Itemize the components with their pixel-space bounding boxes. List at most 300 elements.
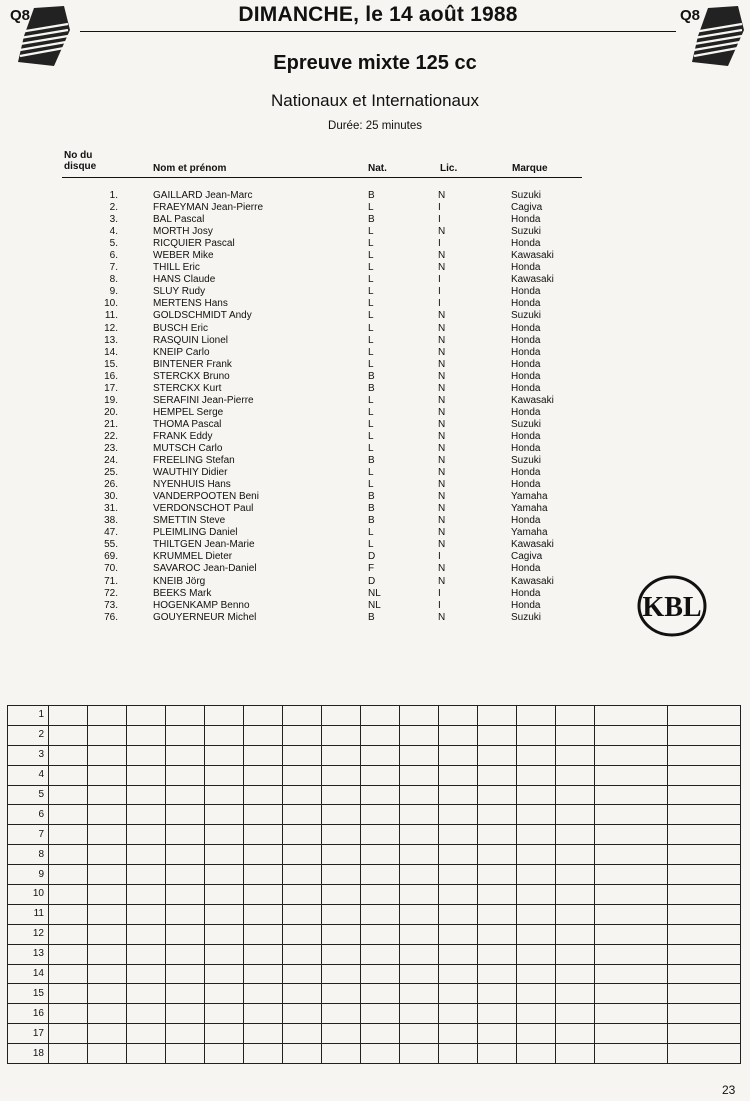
- grid-row: [8, 805, 741, 825]
- grid-cell[interactable]: [361, 785, 400, 805]
- grid-cell[interactable]: [49, 845, 88, 865]
- grid-cell[interactable]: [244, 1024, 283, 1044]
- grid-cell[interactable]: [439, 964, 478, 984]
- grid-cell[interactable]: [88, 1024, 127, 1044]
- grid-cell[interactable]: [322, 1004, 361, 1024]
- grid-cell[interactable]: [322, 745, 361, 765]
- grid-cell[interactable]: [517, 845, 556, 865]
- grid-cell[interactable]: [668, 785, 741, 805]
- grid-cell[interactable]: [478, 885, 517, 905]
- grid-cell[interactable]: [556, 964, 595, 984]
- grid-cell[interactable]: [205, 706, 244, 726]
- grid-cell[interactable]: [49, 984, 88, 1004]
- grid-cell[interactable]: [439, 944, 478, 964]
- grid-cell[interactable]: [166, 865, 205, 885]
- grid-cell[interactable]: [439, 805, 478, 825]
- grid-cell[interactable]: [517, 1004, 556, 1024]
- grid-cell[interactable]: [556, 885, 595, 905]
- grid-row-number: 3: [8, 745, 49, 765]
- grid-cell[interactable]: [595, 725, 668, 745]
- grid-cell[interactable]: [283, 1024, 322, 1044]
- grid-cell[interactable]: [668, 984, 741, 1004]
- grid-cell[interactable]: [88, 745, 127, 765]
- grid-cell[interactable]: [166, 745, 205, 765]
- grid-cell[interactable]: [668, 765, 741, 785]
- rider-name: MUTSCH Carlo: [153, 442, 223, 454]
- grid-cell[interactable]: [517, 984, 556, 1004]
- grid-cell[interactable]: [517, 865, 556, 885]
- rider-nationality: NL: [368, 599, 381, 611]
- grid-cell[interactable]: [668, 1044, 741, 1064]
- grid-cell[interactable]: [439, 785, 478, 805]
- grid-cell[interactable]: [595, 765, 668, 785]
- grid-cell[interactable]: [400, 904, 439, 924]
- grid-cell[interactable]: [668, 1024, 741, 1044]
- grid-cell[interactable]: [166, 1004, 205, 1024]
- grid-cell[interactable]: [127, 745, 166, 765]
- grid-cell[interactable]: [556, 785, 595, 805]
- grid-cell[interactable]: [244, 964, 283, 984]
- grid-cell[interactable]: [49, 725, 88, 745]
- grid-cell[interactable]: [556, 725, 595, 745]
- grid-cell[interactable]: [127, 825, 166, 845]
- grid-cell[interactable]: [556, 805, 595, 825]
- grid-cell[interactable]: [478, 984, 517, 1004]
- grid-cell[interactable]: [595, 1044, 668, 1064]
- grid-cell[interactable]: [244, 904, 283, 924]
- grid-cell[interactable]: [127, 885, 166, 905]
- grid-cell[interactable]: [283, 785, 322, 805]
- grid-cell[interactable]: [49, 1024, 88, 1044]
- grid-cell[interactable]: [439, 725, 478, 745]
- grid-cell[interactable]: [166, 984, 205, 1004]
- grid-cell[interactable]: [127, 725, 166, 745]
- grid-cell[interactable]: [205, 745, 244, 765]
- grid-cell[interactable]: [322, 785, 361, 805]
- grid-cell[interactable]: [322, 1024, 361, 1044]
- grid-cell[interactable]: [283, 725, 322, 745]
- grid-cell[interactable]: [127, 1024, 166, 1044]
- grid-row: [8, 765, 741, 785]
- grid-cell[interactable]: [478, 845, 517, 865]
- grid-cell[interactable]: [668, 865, 741, 885]
- grid-cell[interactable]: [400, 706, 439, 726]
- grid-cell[interactable]: [283, 944, 322, 964]
- grid-cell[interactable]: [244, 1004, 283, 1024]
- grid-cell[interactable]: [556, 706, 595, 726]
- grid-cell[interactable]: [400, 1044, 439, 1064]
- grid-cell[interactable]: [49, 885, 88, 905]
- grid-cell[interactable]: [166, 924, 205, 944]
- grid-cell[interactable]: [283, 904, 322, 924]
- grid-cell[interactable]: [244, 745, 283, 765]
- grid-cell[interactable]: [361, 1024, 400, 1044]
- grid-cell[interactable]: [322, 845, 361, 865]
- grid-cell[interactable]: [283, 964, 322, 984]
- grid-cell[interactable]: [361, 1044, 400, 1064]
- grid-cell[interactable]: [322, 805, 361, 825]
- grid-cell[interactable]: [127, 865, 166, 885]
- grid-cell[interactable]: [127, 805, 166, 825]
- grid-cell[interactable]: [400, 964, 439, 984]
- grid-cell[interactable]: [244, 725, 283, 745]
- grid-cell[interactable]: [205, 885, 244, 905]
- grid-cell[interactable]: [478, 805, 517, 825]
- grid-cell[interactable]: [127, 845, 166, 865]
- grid-cell[interactable]: [439, 1024, 478, 1044]
- grid-cell[interactable]: [322, 924, 361, 944]
- grid-cell[interactable]: [205, 725, 244, 745]
- grid-cell[interactable]: [244, 984, 283, 1004]
- grid-cell[interactable]: [400, 725, 439, 745]
- grid-cell[interactable]: [205, 825, 244, 845]
- grid-cell[interactable]: [439, 865, 478, 885]
- grid-cell[interactable]: [556, 924, 595, 944]
- grid-cell[interactable]: [517, 805, 556, 825]
- grid-cell[interactable]: [283, 706, 322, 726]
- grid-cell[interactable]: [49, 944, 88, 964]
- grid-cell[interactable]: [49, 1044, 88, 1064]
- grid-cell[interactable]: [205, 1044, 244, 1064]
- grid-cell[interactable]: [205, 865, 244, 885]
- grid-cell[interactable]: [127, 765, 166, 785]
- grid-cell[interactable]: [283, 765, 322, 785]
- grid-cell[interactable]: [595, 865, 668, 885]
- grid-cell[interactable]: [205, 984, 244, 1004]
- rider-licence: N: [438, 190, 446, 201]
- grid-cell[interactable]: [88, 865, 127, 885]
- grid-row: [8, 785, 741, 805]
- grid-cell[interactable]: [517, 944, 556, 964]
- grid-cell[interactable]: [478, 1004, 517, 1024]
- grid-cell[interactable]: [556, 904, 595, 924]
- grid-cell[interactable]: [595, 904, 668, 924]
- grid-cell[interactable]: [595, 924, 668, 944]
- grid-cell[interactable]: [361, 765, 400, 785]
- grid-cell[interactable]: [439, 745, 478, 765]
- grid-cell[interactable]: [88, 805, 127, 825]
- grid-cell[interactable]: [595, 785, 668, 805]
- grid-cell[interactable]: [244, 924, 283, 944]
- grid-cell[interactable]: [88, 765, 127, 785]
- grid-cell[interactable]: [668, 725, 741, 745]
- grid-cell[interactable]: [127, 964, 166, 984]
- grid-cell[interactable]: [166, 785, 205, 805]
- grid-cell[interactable]: [517, 964, 556, 984]
- grid-cell[interactable]: [556, 1004, 595, 1024]
- grid-cell[interactable]: [668, 885, 741, 905]
- grid-cell[interactable]: [49, 706, 88, 726]
- grid-cell[interactable]: [283, 805, 322, 825]
- rider-nationality: L: [368, 262, 374, 274]
- grid-cell[interactable]: [88, 706, 127, 726]
- grid-cell[interactable]: [361, 805, 400, 825]
- grid-cell[interactable]: [400, 885, 439, 905]
- grid-cell[interactable]: [361, 924, 400, 944]
- grid-cell[interactable]: [517, 1044, 556, 1064]
- grid-cell[interactable]: [88, 964, 127, 984]
- grid-cell[interactable]: [400, 865, 439, 885]
- grid-cell[interactable]: [49, 924, 88, 944]
- grid-cell[interactable]: [439, 904, 478, 924]
- grid-cell[interactable]: [127, 1004, 166, 1024]
- grid-cell[interactable]: [88, 944, 127, 964]
- grid-cell[interactable]: [127, 706, 166, 726]
- grid-cell[interactable]: [361, 706, 400, 726]
- grid-cell[interactable]: [244, 885, 283, 905]
- grid-cell[interactable]: [166, 1044, 205, 1064]
- grid-cell[interactable]: [322, 825, 361, 845]
- grid-cell[interactable]: [668, 745, 741, 765]
- grid-cell[interactable]: [439, 706, 478, 726]
- grid-cell[interactable]: [205, 765, 244, 785]
- grid-cell[interactable]: [478, 1044, 517, 1064]
- grid-cell[interactable]: [556, 845, 595, 865]
- grid-cell[interactable]: [595, 984, 668, 1004]
- grid-cell[interactable]: [88, 904, 127, 924]
- grid-cell[interactable]: [49, 904, 88, 924]
- grid-cell[interactable]: [322, 725, 361, 745]
- grid-cell[interactable]: [400, 924, 439, 944]
- grid-cell[interactable]: [244, 944, 283, 964]
- grid-cell[interactable]: [322, 964, 361, 984]
- grid-cell[interactable]: [88, 825, 127, 845]
- grid-cell[interactable]: [517, 765, 556, 785]
- grid-cell[interactable]: [322, 984, 361, 1004]
- grid-cell[interactable]: [322, 765, 361, 785]
- grid-cell[interactable]: [244, 765, 283, 785]
- grid-cell[interactable]: [668, 904, 741, 924]
- grid-cell[interactable]: [361, 725, 400, 745]
- grid-cell[interactable]: [361, 845, 400, 865]
- grid-cell[interactable]: [517, 785, 556, 805]
- grid-cell[interactable]: [439, 885, 478, 905]
- grid-cell[interactable]: [361, 944, 400, 964]
- grid-cell[interactable]: [166, 825, 205, 845]
- grid-cell[interactable]: [205, 1024, 244, 1044]
- grid-cell[interactable]: [322, 885, 361, 905]
- grid-cell[interactable]: [517, 1024, 556, 1044]
- grid-cell[interactable]: [595, 706, 668, 726]
- grid-cell[interactable]: [439, 1004, 478, 1024]
- grid-cell[interactable]: [668, 825, 741, 845]
- grid-cell[interactable]: [244, 825, 283, 845]
- grid-cell[interactable]: [517, 706, 556, 726]
- grid-cell[interactable]: [400, 805, 439, 825]
- grid-cell[interactable]: [205, 924, 244, 944]
- grid-cell[interactable]: [517, 885, 556, 905]
- grid-cell[interactable]: [556, 765, 595, 785]
- grid-cell[interactable]: [361, 984, 400, 1004]
- grid-cell[interactable]: [361, 825, 400, 845]
- grid-cell[interactable]: [595, 805, 668, 825]
- grid-cell[interactable]: [517, 745, 556, 765]
- grid-cell[interactable]: [166, 944, 205, 964]
- grid-cell[interactable]: [205, 845, 244, 865]
- grid-cell[interactable]: [400, 765, 439, 785]
- grid-cell[interactable]: [283, 825, 322, 845]
- grid-cell[interactable]: [166, 706, 205, 726]
- grid-cell[interactable]: [244, 845, 283, 865]
- grid-cell[interactable]: [517, 904, 556, 924]
- grid-cell[interactable]: [361, 1004, 400, 1024]
- grid-cell[interactable]: [595, 745, 668, 765]
- grid-cell[interactable]: [478, 904, 517, 924]
- grid-cell[interactable]: [400, 984, 439, 1004]
- grid-cell[interactable]: [283, 885, 322, 905]
- grid-cell[interactable]: [322, 706, 361, 726]
- grid-cell[interactable]: [49, 785, 88, 805]
- grid-cell[interactable]: [400, 944, 439, 964]
- grid-cell[interactable]: [283, 924, 322, 944]
- grid-cell[interactable]: [361, 865, 400, 885]
- grid-cell[interactable]: [556, 865, 595, 885]
- grid-cell[interactable]: [88, 1044, 127, 1064]
- grid-cell[interactable]: [166, 845, 205, 865]
- grid-cell[interactable]: [88, 845, 127, 865]
- column-header-disc: [64, 150, 114, 172]
- grid-cell[interactable]: [439, 924, 478, 944]
- grid-cell[interactable]: [400, 1004, 439, 1024]
- grid-cell[interactable]: [322, 1044, 361, 1064]
- grid-cell[interactable]: [400, 745, 439, 765]
- grid-cell[interactable]: [88, 1004, 127, 1024]
- grid-cell[interactable]: [127, 904, 166, 924]
- grid-cell[interactable]: [49, 1004, 88, 1024]
- grid-cell[interactable]: [88, 725, 127, 745]
- grid-cell[interactable]: [205, 1004, 244, 1024]
- grid-cell[interactable]: [283, 865, 322, 885]
- grid-cell[interactable]: [322, 904, 361, 924]
- grid-cell[interactable]: [361, 885, 400, 905]
- grid-cell[interactable]: [556, 944, 595, 964]
- grid-cell[interactable]: [244, 706, 283, 726]
- grid-cell[interactable]: [400, 785, 439, 805]
- grid-cell[interactable]: [361, 964, 400, 984]
- grid-cell[interactable]: [400, 845, 439, 865]
- grid-cell[interactable]: [244, 1044, 283, 1064]
- grid-cell[interactable]: [205, 944, 244, 964]
- grid-cell[interactable]: [595, 944, 668, 964]
- grid-cell[interactable]: [88, 785, 127, 805]
- grid-cell[interactable]: [166, 964, 205, 984]
- grid-cell[interactable]: [361, 904, 400, 924]
- grid-cell[interactable]: [478, 825, 517, 845]
- grid-cell[interactable]: [439, 984, 478, 1004]
- grid-cell[interactable]: [49, 825, 88, 845]
- grid-cell[interactable]: [244, 805, 283, 825]
- grid-cell[interactable]: [478, 924, 517, 944]
- grid-cell[interactable]: [166, 725, 205, 745]
- grid-cell[interactable]: [283, 984, 322, 1004]
- grid-cell[interactable]: [49, 805, 88, 825]
- grid-cell[interactable]: [127, 944, 166, 964]
- grid-cell[interactable]: [322, 944, 361, 964]
- grid-cell[interactable]: [127, 1044, 166, 1064]
- grid-cell[interactable]: [439, 825, 478, 845]
- grid-cell[interactable]: [127, 785, 166, 805]
- grid-cell[interactable]: [166, 885, 205, 905]
- rider-disc-number: 21.: [104, 418, 118, 430]
- grid-cell[interactable]: [322, 865, 361, 885]
- grid-cell[interactable]: [439, 845, 478, 865]
- grid-cell[interactable]: [127, 984, 166, 1004]
- grid-cell[interactable]: [556, 984, 595, 1004]
- grid-cell[interactable]: [478, 725, 517, 745]
- grid-cell[interactable]: [668, 805, 741, 825]
- grid-cell[interactable]: [668, 706, 741, 726]
- grid-cell[interactable]: [166, 765, 205, 785]
- grid-cell[interactable]: [88, 984, 127, 1004]
- grid-cell[interactable]: [88, 885, 127, 905]
- grid-cell[interactable]: [478, 1024, 517, 1044]
- grid-cell[interactable]: [478, 765, 517, 785]
- grid-cell[interactable]: [49, 964, 88, 984]
- grid-cell[interactable]: [283, 1044, 322, 1064]
- grid-cell[interactable]: [88, 924, 127, 944]
- grid-cell[interactable]: [517, 924, 556, 944]
- grid-cell[interactable]: [439, 1044, 478, 1064]
- grid-cell[interactable]: [595, 964, 668, 984]
- grid-cell[interactable]: [166, 904, 205, 924]
- grid-cell[interactable]: [283, 1004, 322, 1024]
- grid-cell[interactable]: [49, 745, 88, 765]
- grid-cell[interactable]: [668, 845, 741, 865]
- grid-cell[interactable]: [668, 944, 741, 964]
- grid-cell[interactable]: [205, 964, 244, 984]
- grid-cell[interactable]: [556, 1024, 595, 1044]
- grid-cell[interactable]: [400, 825, 439, 845]
- grid-cell[interactable]: [556, 745, 595, 765]
- grid-cell[interactable]: [478, 865, 517, 885]
- grid-cell[interactable]: [283, 745, 322, 765]
- grid-cell[interactable]: [205, 904, 244, 924]
- grid-cell[interactable]: [439, 765, 478, 785]
- grid-cell[interactable]: [244, 865, 283, 885]
- grid-cell[interactable]: [668, 924, 741, 944]
- grid-cell[interactable]: [400, 1024, 439, 1044]
- grid-cell[interactable]: [244, 785, 283, 805]
- grid-cell[interactable]: [478, 785, 517, 805]
- grid-cell[interactable]: [668, 1004, 741, 1024]
- grid-cell[interactable]: [595, 1024, 668, 1044]
- grid-cell[interactable]: [668, 964, 741, 984]
- grid-cell[interactable]: [478, 706, 517, 726]
- rider-row: [0, 431, 750, 443]
- grid-cell[interactable]: [556, 825, 595, 845]
- grid-cell[interactable]: [49, 865, 88, 885]
- grid-cell[interactable]: [478, 964, 517, 984]
- grid-cell[interactable]: [595, 825, 668, 845]
- grid-cell[interactable]: [517, 825, 556, 845]
- grid-cell[interactable]: [205, 785, 244, 805]
- grid-cell[interactable]: [595, 845, 668, 865]
- grid-cell[interactable]: [205, 805, 244, 825]
- grid-cell[interactable]: [49, 765, 88, 785]
- rider-disc-number: 15.: [104, 358, 118, 370]
- grid-cell[interactable]: [478, 745, 517, 765]
- grid-cell[interactable]: [517, 725, 556, 745]
- grid-cell[interactable]: [595, 1004, 668, 1024]
- grid-cell[interactable]: [556, 1044, 595, 1064]
- grid-cell[interactable]: [361, 745, 400, 765]
- grid-cell[interactable]: [595, 885, 668, 905]
- grid-cell[interactable]: [478, 944, 517, 964]
- grid-cell[interactable]: [127, 924, 166, 944]
- grid-cell[interactable]: [283, 845, 322, 865]
- grid-cell[interactable]: [166, 805, 205, 825]
- grid-cell[interactable]: [166, 1024, 205, 1044]
